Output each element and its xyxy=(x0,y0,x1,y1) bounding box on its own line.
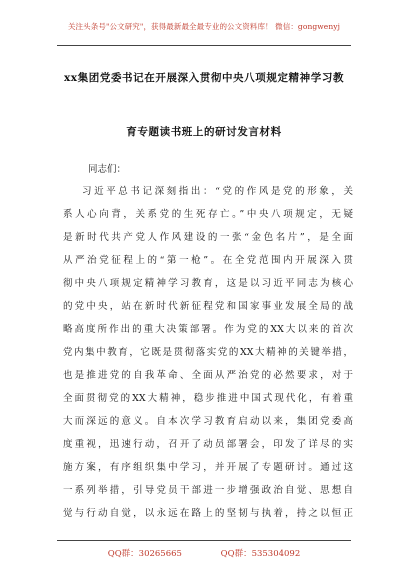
body-line: 施方案，有序组织集中学习，并开展了专题研讨。通过这 xyxy=(63,462,353,473)
body-line: 全面贯彻党的XX大精神，稳步推进中国式现代化，有着重 xyxy=(63,393,353,404)
header-divider xyxy=(57,45,351,46)
body-line: 从严治党征程上的“第一枪”。在全党范围内开展深入贯 xyxy=(63,255,353,266)
header-banner: 关注头条号"公文研究"，获得最新最全最专业的公文资料库！ 微信：gongwenyj xyxy=(67,22,341,31)
body-line: 是新时代共产党人作风建设的一张“金色名片”，是全面 xyxy=(63,232,353,243)
body-line: 觉与行动自觉，以永远在路上的坚韧与执着，持之以恒正 xyxy=(63,508,353,519)
body-line: 的党中央，站在新时代新征程党和国家事业发展全局的战 xyxy=(63,301,353,312)
body-line: 略高度所作出的重大决策部署。作为党的XX大以来的首次 xyxy=(63,324,353,335)
salutation: 同志们： xyxy=(88,164,127,175)
document-title-line-2: 育专题读书班上的研讨发言材料 xyxy=(126,126,282,138)
footer-divider xyxy=(57,540,351,541)
body-line: 彻中央八项规定精神学习教育，这是以习近平同志为核心 xyxy=(63,278,353,289)
footer-qq-group-1: QQ群：30265665 xyxy=(107,549,182,559)
body-line: 系人心向背，关系党的生死存亡。”中央八项规定，无疑 xyxy=(63,209,353,220)
body-line: 大而深远的意义。自本次学习教育启动以来，集团党委高 xyxy=(63,416,353,427)
body-line: 度重视，迅速行动，召开了动员部署会，印发了详尽的实 xyxy=(63,439,353,450)
document-title-line-1: xx集团党委书记在开展深入贯彻中央八项规定精神学习教 xyxy=(63,72,345,84)
footer-qq-group-2: QQ群：535304092 xyxy=(220,549,301,559)
body-line: 也是推进党的自我革命、全面从严治党的必然要求，对于 xyxy=(63,370,353,381)
body-line: 习近平总书记深刻指出：“党的作风是党的形象，关 xyxy=(82,186,353,197)
body-line: 党内集中教育，它既是贯彻落实党的XX大精神的关键举措， xyxy=(63,347,353,358)
footer xyxy=(0,547,408,559)
body-line: 一系列举措，引导党员干部进一步增强政治自觉、思想自 xyxy=(63,485,353,496)
